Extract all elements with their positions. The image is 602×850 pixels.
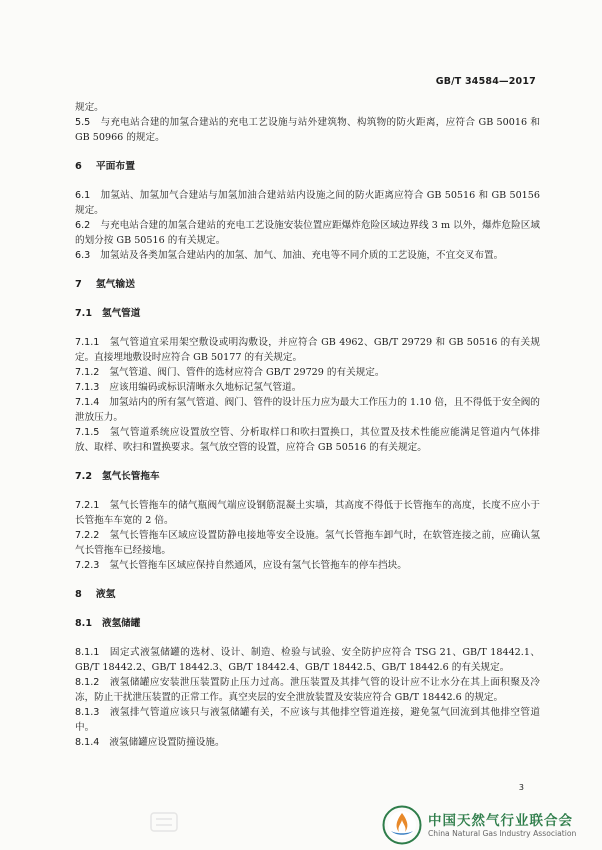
spacer (75, 455, 540, 469)
clause-paragraph (75, 528, 540, 558)
spacer (75, 321, 540, 335)
chapter-heading (75, 159, 540, 174)
clause-number: 6.3 (75, 250, 91, 261)
clause-number: 8.1.3 (75, 707, 100, 718)
association-logo-icon (382, 805, 422, 845)
clause-text: 加氢站及各类加氢合建站内的加氢、加气、加油、充电等不同介质的工艺设施，不宜交叉布置。 (100, 250, 504, 261)
clause-number: 7.2 (75, 471, 92, 482)
page-number: 3 (518, 783, 524, 792)
clause-text: 液氢储罐 (102, 618, 141, 629)
clause-text: 平面布置 (95, 161, 136, 172)
clause-number: 7.2.1 (75, 500, 100, 511)
document-body (75, 100, 540, 750)
faint-stamp-icon (150, 812, 178, 832)
clause-paragraph (75, 675, 540, 705)
clause-paragraph (75, 365, 540, 380)
clause-paragraph (75, 735, 540, 750)
clause-number: 7.1.4 (75, 397, 100, 408)
clause-number: 7 (75, 279, 82, 290)
clause-number: 7.1 (75, 308, 92, 319)
clause-number: 6.2 (75, 220, 91, 231)
clause-text: 与充电站合建的加氢合建站的充电工艺设施安装位置应距爆炸危险区域边界线 3 m 以外，爆炸危险区域的划分按 GB 50516 的有关规定。 (75, 220, 540, 246)
clause-paragraph (75, 705, 540, 735)
clause-number: 7.1.3 (75, 382, 100, 393)
clause-text: 应该用编码或标识清晰永久地标记氢气管道。 (109, 382, 302, 393)
clause-number: 7.2.3 (75, 560, 100, 571)
clause-number: 7.1.2 (75, 367, 100, 378)
clause-number: 5.5 (75, 117, 91, 128)
association-name-en: China Natural Gas Industry Association (428, 829, 577, 838)
clause-paragraph (75, 248, 540, 263)
chapter-heading (75, 277, 540, 292)
clause-number: 8.1.4 (75, 737, 100, 748)
clause-text: 规定。 (75, 102, 104, 113)
clause-paragraph (75, 100, 540, 115)
spacer (75, 292, 540, 306)
clause-paragraph (75, 218, 540, 248)
clause-number: 6.1 (75, 190, 91, 201)
association-watermark (380, 800, 602, 850)
clause-text: 氢气管道 (102, 308, 141, 319)
clause-number: 7.2.2 (75, 530, 100, 541)
clause-text: 氢气长管拖车区域应保持自然通风，应设有氢气长管拖车的停车挡块。 (109, 560, 407, 571)
clause-text: 氢气管道宜采用架空敷设或明沟敷设，并应符合 GB 4962、GB/T 29729 和 GB 50516 的有关规定。直接埋地敷设时应符合 GB 50177 的有关规定。 (75, 337, 540, 363)
section-heading (75, 306, 540, 321)
clause-text: 液氢储罐应设置防撞设施。 (109, 737, 225, 748)
clause-number: 8.1 (75, 618, 92, 629)
clause-text: 固定式液氢储罐的选材、设计、制造、检验与试验、安全防护应符合 TSG 21、GB/T 18442.1、GB/T 18442.2、GB/T 18442.3、GB/T 18442.4、GB/T 18442.5、GB/T 18442.6 的有关规定。 (75, 647, 540, 673)
clause-text: 氢气管道系统应设置放空管、分析取样口和吹扫置换口，其位置及技术性能应能满足管道内气体排放、取样、吹扫和置换要求。氢气放空管的设置，应符合 GB 50516 的有关规定。 (75, 427, 540, 453)
spacer (75, 602, 540, 616)
clause-paragraph (75, 395, 540, 425)
clause-text: 液氢排气管道应该只与液氢储罐有关，不应该与其他排空管道连接，避免氢气回流到其他排空管道中。 (75, 707, 540, 733)
clause-number: 8.1.2 (75, 677, 100, 688)
chapter-heading (75, 587, 540, 602)
clause-text: 液氢储罐应安装泄压装置防止压力过高。泄压装置及其排气管的设计应不让水分在其上面积聚及冷冻，防止干扰泄压装置的正常工作。真空夹层的安全泄放装置及安装应符合 GB/T 18442.6 的规定。 (75, 677, 540, 703)
clause-number: 7.1.1 (75, 337, 100, 348)
clause-paragraph (75, 115, 540, 145)
section-heading (75, 469, 540, 484)
clause-number: 6 (75, 161, 82, 172)
clause-text: 加氢站、加氢加气合建站与加氢加油合建站站内设施之间的防火距离应符合 GB 50516 和 GB 50156 规定。 (75, 190, 540, 216)
clause-number: 8 (75, 589, 82, 600)
clause-text: 与充电站合建的加氢合建站的充电工艺设施与站外建筑物、构筑物的防火距离，应符合 GB 50016 和 GB 50966 的规定。 (75, 117, 540, 143)
spacer (75, 631, 540, 645)
clause-paragraph (75, 425, 540, 455)
clause-text: 加氢站内的所有氢气管道、阀门、管件的设计压力应为最大工作压力的 1.10 倍，且不得低于安全阀的泄放压力。 (75, 397, 540, 423)
spacer (75, 484, 540, 498)
clause-paragraph (75, 188, 540, 218)
clause-paragraph (75, 645, 540, 675)
clause-text: 氢气长管拖车区域应设置防静电接地等安全设施。氢气长管拖车卸气时，在软管连接之前，应确认氢气长管拖车已经接地。 (75, 530, 540, 556)
clause-text: 氢气长管拖车的储气瓶阀气端应设钢筋混凝土实墙，其高度不得低于长管拖车的高度，长度不应小于长管拖车车宽的 2 倍。 (75, 500, 540, 526)
clause-number: 8.1.1 (75, 647, 100, 658)
section-heading (75, 616, 540, 631)
association-name-cn: 中国天然气行业联合会 (428, 813, 573, 829)
clause-text: 氢气管道、阀门、管件的选材应符合 GB/T 29729 的有关规定。 (109, 367, 385, 378)
clause-paragraph (75, 498, 540, 528)
clause-text: 氢气长管拖车 (102, 471, 160, 482)
clause-text: 液氢 (95, 589, 116, 600)
clause-paragraph (75, 558, 540, 573)
clause-text: 氢气输送 (95, 279, 136, 290)
clause-paragraph (75, 380, 540, 395)
standard-code: GB/T 34584—2017 (435, 76, 536, 87)
spacer (75, 573, 540, 587)
clause-paragraph (75, 335, 540, 365)
clause-number: 7.1.5 (75, 427, 100, 438)
spacer (75, 174, 540, 188)
spacer (75, 263, 540, 277)
spacer (75, 145, 540, 159)
